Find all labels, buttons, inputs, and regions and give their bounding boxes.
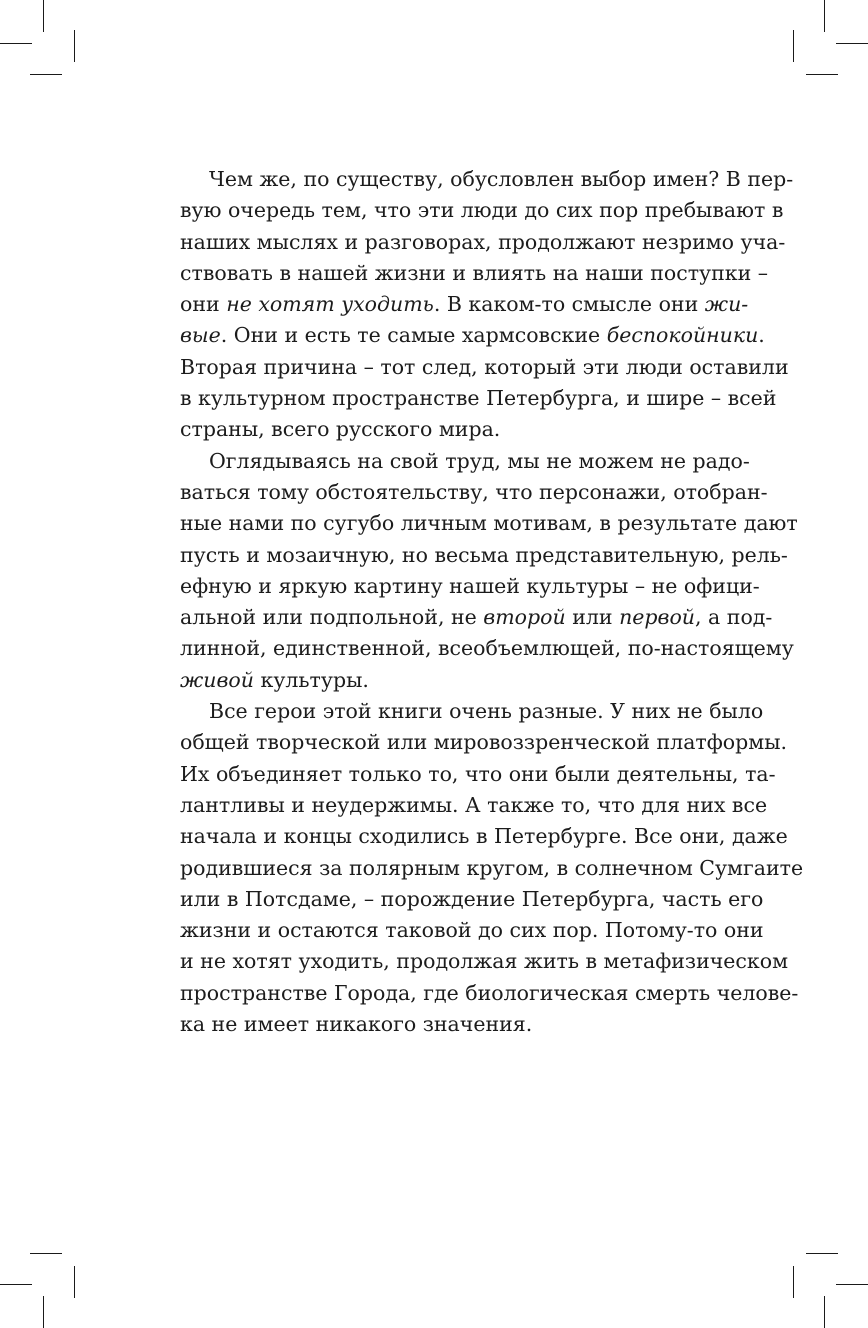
text-line bbox=[180, 383, 777, 414]
text-segment: пространстве Города, где биологическая смерть челове- bbox=[180, 980, 799, 1005]
text-segment: ствовать в нашей жизни и влиять на наши поступки – bbox=[180, 260, 769, 285]
text-segment: Все герои этой книги очень разные. У них не было bbox=[209, 699, 764, 724]
text-segment: . В каком-то смысле они bbox=[433, 292, 705, 317]
text-segment: наших мыслях и разговорах, продолжают незримо уча- bbox=[180, 229, 786, 254]
text-segment: ефную и яркую картину нашей культуры – не офици- bbox=[180, 573, 760, 598]
text-line bbox=[180, 164, 794, 195]
text-segment: . bbox=[758, 323, 765, 348]
paragraph bbox=[180, 164, 794, 446]
text-segment: или bbox=[565, 605, 620, 630]
text-segment: ные нами по сугубо личным мотивам, в результате дают bbox=[180, 511, 798, 536]
text-segment: ваться тому обстоятельству, что персонажи, отобран- bbox=[180, 479, 768, 504]
text-segment: в культурном пространстве Петербурга, и шире – всей bbox=[180, 386, 777, 411]
text-segment: жизни и остаются таковой до сих пор. Потому-то они bbox=[180, 918, 764, 943]
crop-mark-bottom-left-v2 bbox=[74, 1266, 75, 1298]
text-segment: линной, единственной, всеобъемлющей, по-настоящему bbox=[180, 636, 794, 661]
text-line bbox=[180, 1009, 742, 1040]
italic-text: второй bbox=[483, 605, 566, 630]
text-line bbox=[180, 320, 765, 351]
text-segment: они bbox=[180, 292, 227, 317]
text-line bbox=[180, 915, 764, 946]
crop-mark-top-left-v bbox=[43, 0, 44, 32]
italic-text: первой bbox=[619, 605, 696, 630]
text-segment: . Они и есть те самые хармсовские bbox=[220, 323, 607, 348]
text-segment: общей творческой или мировоззренческой платформы. bbox=[180, 730, 788, 755]
text-segment: родившиеся за полярным кругом, в солнечном Сумгаите bbox=[180, 855, 804, 880]
crop-mark-top-right-v bbox=[824, 0, 825, 32]
text-line bbox=[180, 633, 794, 664]
crop-mark-top-left-h2 bbox=[30, 74, 62, 75]
text-line bbox=[180, 727, 788, 758]
text-line bbox=[180, 790, 768, 821]
crop-mark-bottom-right-h2 bbox=[806, 1253, 838, 1254]
crop-mark-bottom-left-v bbox=[43, 1296, 44, 1328]
text-line bbox=[180, 477, 768, 508]
text-segment: страны, всего русского мира. bbox=[180, 417, 501, 442]
text-line bbox=[180, 289, 749, 320]
italic-text: вые bbox=[180, 323, 221, 348]
text-line bbox=[180, 446, 750, 477]
crop-mark-bottom-left-h bbox=[0, 1284, 32, 1285]
text-segment: лантливы и неудержимы. А также то, что для них все bbox=[180, 792, 768, 817]
text-line bbox=[180, 540, 788, 571]
text-segment: Оглядываясь на свой труд, мы не можем не радо- bbox=[209, 448, 750, 473]
crop-mark-top-right-h bbox=[836, 43, 868, 44]
text-line bbox=[180, 853, 804, 884]
crop-mark-top-left-h bbox=[0, 43, 32, 44]
text-segment: начала и концы сходились в Петербурге. Все они, даже bbox=[180, 824, 788, 849]
italic-text: беспокойники bbox=[606, 323, 759, 348]
text-line bbox=[180, 258, 769, 289]
italic-text: жи- bbox=[704, 292, 749, 317]
crop-mark-bottom-right-v2 bbox=[793, 1266, 794, 1298]
text-line bbox=[180, 665, 742, 696]
text-line bbox=[180, 978, 799, 1009]
text-line bbox=[180, 227, 786, 258]
crop-mark-bottom-left-h2 bbox=[30, 1253, 62, 1254]
text-segment: Чем же, по существу, обусловлен выбор имен? В пер- bbox=[209, 167, 794, 191]
text-segment: ка не имеет никакого значения. bbox=[180, 1012, 533, 1037]
text-segment: культуры. bbox=[253, 667, 369, 692]
paragraph bbox=[180, 446, 798, 696]
text-line bbox=[180, 884, 764, 915]
text-line bbox=[180, 759, 776, 790]
text-segment: альной или подпольной, не bbox=[180, 605, 484, 630]
crop-mark-bottom-right-v bbox=[824, 1296, 825, 1328]
text-segment: и не хотят уходить, продолжая жить в метафизическом bbox=[180, 949, 789, 974]
crop-mark-bottom-right-h bbox=[836, 1284, 868, 1285]
crop-mark-top-right-h2 bbox=[806, 74, 838, 75]
italic-text: живой bbox=[180, 667, 254, 692]
italic-text: не хотят уходить bbox=[226, 292, 434, 317]
text-segment: пусть и мозаичную, но весьма представительную, рель- bbox=[180, 542, 788, 567]
text-line bbox=[180, 946, 789, 977]
text-line bbox=[180, 571, 760, 602]
text-segment: Вторая причина – тот след, который эти люди оставили bbox=[180, 354, 789, 379]
crop-mark-top-left-v2 bbox=[74, 30, 75, 62]
text-segment: Их объединяет только то, что они были деятельны, та- bbox=[180, 761, 776, 786]
text-segment: , а под- bbox=[695, 605, 773, 630]
text-line bbox=[180, 352, 789, 383]
text-line bbox=[180, 414, 742, 445]
text-segment: или в Потсдаме, – порождение Петербурга, часть его bbox=[180, 886, 764, 911]
text-segment: вую очередь тем, что эти люди до сих пор пребывают в bbox=[180, 198, 784, 223]
crop-mark-top-right-v2 bbox=[793, 30, 794, 62]
book-page-text bbox=[180, 164, 804, 1040]
text-line bbox=[180, 195, 784, 226]
text-line bbox=[180, 821, 788, 852]
paragraph bbox=[180, 696, 804, 1040]
text-line bbox=[180, 696, 764, 727]
text-line bbox=[180, 602, 773, 633]
text-line bbox=[180, 508, 798, 539]
